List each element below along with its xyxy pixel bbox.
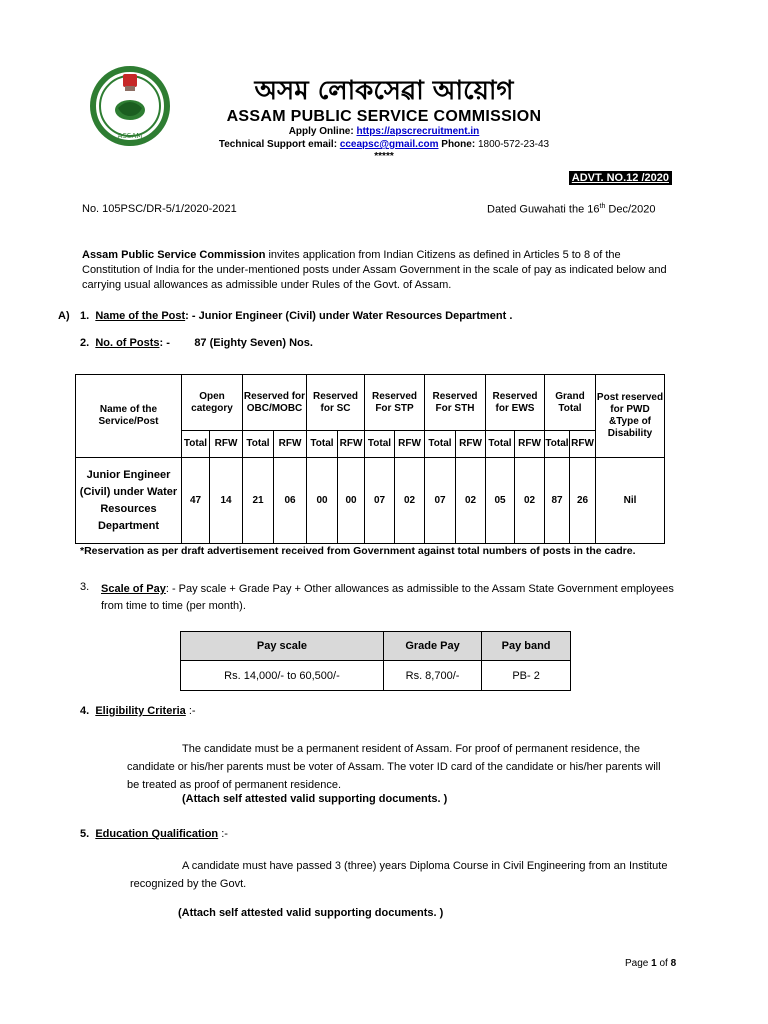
eligibility-label: Eligibility Criteria [95,705,186,717]
post-name-line [80,310,512,322]
header-open: Open category [182,375,243,431]
sub-total: Total [243,431,274,458]
cell-value: 02 [456,458,486,544]
education-body: A candidate must have passed 3 (three) years Diploma Course in Civil Engineering from an Institute recognized by the Govt. [130,860,668,890]
apply-online-line [0,126,768,137]
tech-support-line [0,139,768,150]
sub-rfw: RFW [515,431,545,458]
pay-scale-value: Rs. 14,000/- to 60,500/- [181,661,384,691]
sub-rfw: RFW [456,431,486,458]
post-count-line [80,337,313,349]
sub-total: Total [365,431,395,458]
item2-num: 2. [80,337,90,349]
eligibility-body: The candidate must be a permanent resident of Assam. For proof of permanent residence, the candidate or his/her parents must be voter of Assam. The voter ID card of the candidate or his/her parents will be treated as proof of permanent residence. [127,743,661,791]
sub-total: Total [307,431,338,458]
grade-pay-value: Rs. 8,700/- [383,661,481,691]
cell-value: 07 [365,458,395,544]
item2-value: : - 87 (Eighty Seven) Nos. [159,337,313,349]
org-name: ASSAM PUBLIC SERVICE COMMISSION [226,108,542,125]
cell-value: 87 [545,458,570,544]
eligibility-num: 4. [80,705,90,717]
pay-band-value: PB- 2 [482,661,571,691]
sub-total: Total [425,431,456,458]
cell-value: 47 [182,458,210,544]
tech-label: Technical Support email: [218,139,340,150]
intro-paragraph [82,248,674,293]
cell-value: 02 [395,458,425,544]
sub-rfw: RFW [338,431,365,458]
page-total: 8 [670,958,677,969]
cell-value: 05 [486,458,515,544]
eligibility-text [127,740,667,794]
sub-rfw: RFW [395,431,425,458]
cell-value: 26 [570,458,596,544]
scale-of-pay [101,581,681,615]
cell-value: 00 [307,458,338,544]
reservation-table [75,374,665,544]
sub-rfw: RFW [570,431,596,458]
page-number [625,958,676,969]
advt-number: ADVT. NO.12 /2020 [569,171,672,185]
row-post-name: Junior Engineer (Civil) under Water Resources Department [76,458,182,544]
reference-number: No. 105PSC/DR-5/1/2020-2021 [82,203,237,215]
cell-value: 00 [338,458,365,544]
header-service-post: Name of the Service/Post [76,375,182,458]
cell-value: 02 [515,458,545,544]
apply-link[interactable]: https://apscrecruitment.in [356,126,480,137]
pay-header: Pay scale [181,632,384,661]
scale-text: : - Pay scale + Grade Pay + Other allowances as admissible to the Assam State Government employees from time to time (per month). [101,583,674,612]
sub-total: Total [545,431,570,458]
dated-suffix: Dec/2020 [605,203,656,216]
header-obc: Reserved for OBC/MOBC [243,375,307,431]
cell-value: 21 [243,458,274,544]
dated-sup: th [599,203,606,210]
education-text [130,857,670,893]
reservation-note: *Reservation as per draft advertisement received from Government against total numbers of posts in the cadre. [80,545,636,557]
cell-value: 14 [210,458,243,544]
intro-bold: Assam Public Service Commission [82,249,266,261]
support-email-link[interactable]: cceapsc@gmail.com [339,139,439,150]
intro-text: invites application from Indian Citizens as defined in Articles 5 to 8 of the Constitution of India for the under-mentioned posts under Assam Government in the scale of pay as indicated below and carrying usual allowances as admissible under Rules of the Govt. of Assam. [82,249,667,291]
eligibility-attach-note: (Attach self attested valid supporting documents. ) [182,793,448,805]
education-label: Education Qualification [95,828,219,840]
pay-header: Pay band [482,632,571,661]
pay-table [180,631,571,691]
page-current: 1 [651,958,657,969]
scale-label: Scale of Pay [101,583,166,595]
item2-label: No. of Posts [95,337,160,349]
item1-num: 1. [80,310,90,322]
eligibility-suffix: :- [185,705,196,717]
item1-value: : - Junior Engineer (Civil) under Water Resources Department . [185,310,513,322]
section-a-label: A) [58,310,70,322]
header-sc: Reserved for SC [307,375,365,431]
apply-label: Apply Online: [288,126,357,137]
header-ews: Reserved for EWS [486,375,545,431]
header-stp: Reserved For STP [365,375,425,431]
education-attach-note: (Attach self attested valid supporting documents. ) [178,907,444,919]
phone-number: 1800-572-23-43 [477,139,550,150]
stars-divider: ***** [374,151,394,162]
header-sth: Reserved For STH [425,375,486,431]
dated-prefix: Dated Guwahati the 16 [487,203,600,216]
page-label: Page [625,958,652,969]
sub-rfw: RFW [210,431,243,458]
page-of: of [656,958,671,969]
sub-total: Total [486,431,515,458]
education-suffix: :- [218,828,228,840]
svg-text:ASSAM: ASSAM [117,132,143,140]
item1-label: Name of the Post [95,310,186,322]
education-num: 5. [80,828,90,840]
pay-header: Grade Pay [383,632,481,661]
header-grand-total: Grand Total [545,375,596,431]
header-pwd: Post reserved for PWD &Type of Disability [596,375,665,458]
eligibility-heading [80,705,196,717]
scale-num: 3. [80,581,90,593]
sub-rfw: RFW [274,431,307,458]
assamese-title: অসম লোকসেৱা আয়োগ [254,76,514,106]
sub-total: Total [182,431,210,458]
phone-label: Phone: [438,139,478,150]
cell-pwd: Nil [596,458,665,544]
education-heading [80,828,228,840]
cell-value: 07 [425,458,456,544]
cell-value: 06 [274,458,307,544]
dated-line [487,203,656,216]
